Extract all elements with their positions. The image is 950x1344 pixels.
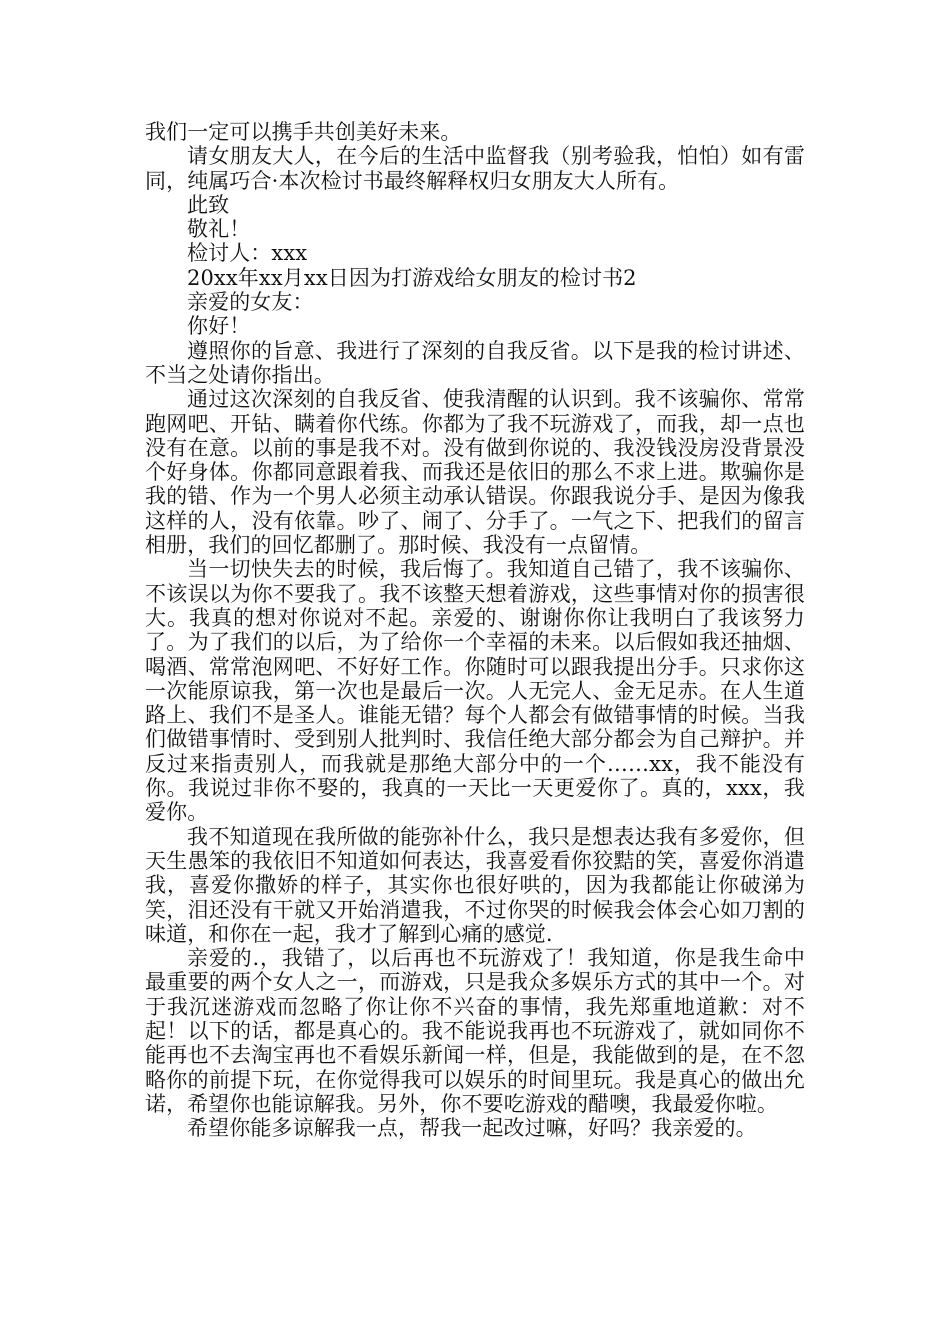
signature-line: 检讨人：xxx xyxy=(187,241,308,266)
section-heading: 20xx年xx月xx日因为打游戏给女朋友的检讨书2 xyxy=(187,265,637,290)
paragraph-reflection: 通过这次深刻的自我反省、使我清醒的认识到。我不该骗你、常常跑网吧、开钻、瞒着你代练。你都为了我不玩游戏了，而我，却一点也没有在意。以前的事是我不对。没有做到你说的、我没钱没房没背景没个好身体。你都同意跟着我、而我还是依旧的那么不求上进。欺骗你是我的错、作为一个男人必须主动承认错误。你跟我说分手、是因为像我这样的人，没有依靠。吵了、闹了、分手了。一气之下、把我们的留言相册，我们的回忆都删了。那时候、我没有一点留情。 xyxy=(145,387,805,558)
salutation-cizhi: 此致 xyxy=(187,192,230,217)
greeting-recipient: 亲爱的女友： xyxy=(187,290,314,315)
paragraph-intro: 遵照你的旨意、我进行了深刻的自我反省。以下是我的检讨讲述、不当之处请你指出。 xyxy=(145,338,805,387)
paragraph-love: 我不知道现在我所做的能弥补什么，我只是想表达我有多爱你，但天生愚笨的我依旧不知道如何表达，我喜爱看你狡黠的笑，喜爱你消遣我，喜爱你撒娇的样子，其实你也很好哄的，因为我都能让你破涕为笑，泪还没有干就又开始消遣我，不过你哭的时候我会体会心如刀割的味道，和你在一起，我才了解到心痛的感觉. xyxy=(145,824,805,946)
paragraph-closing-line: 我们一定可以携手共创美好未来。 xyxy=(145,120,462,144)
paragraph-regret: 当一切快失去的时候，我后悔了。我知道自己错了，我不该骗你、不该误以为你不要我了。我不该整天想着游戏，这些事情对你的损害很大。我真的想对你说对不起。亲爱的、谢谢你你让我明白了我该努力了。为了我们的以后，为了给你一个幸福的未来。以后假如我还抽烟、喝酒、常常泡网吧、不好好工作。你随时可以跟我提出分手。只求你这一次能原谅我，第一次也是最后一次。人无完人、金无足赤。在人生道路上、我们不是圣人。谁能无错？每个人都会有做错事情的时候。当我们做错事情时、受到别人批判时、我信任绝大部分都会为自己辩护。并反过来指责别人，而我就是那绝大部分中的一个……xx，我不能没有你。我说过非你不娶的，我真的一天比一天更爱你了。真的，xxx，我爱你。 xyxy=(145,557,805,825)
paragraph-apology: 亲爱的.，我错了，以后再也不玩游戏了！我知道，你是我生命中最重要的两个女人之一，而游戏，只是我众多娱乐方式的其中一个。对于我沉迷游戏而忽略了你让你不兴奋的事情，我先郑重地道歉：对不起！以下的话，都是真心的。我不能说我再也不玩游戏了，就如同你不能再也不去淘宝再也不看娱乐新闻一样，但是，我能做到的是，在不忽略你的前提下玩，在你觉得我可以娱乐的时间里玩。我是真心的做出允诺，希望你也能谅解我。另外，你不要吃游戏的醋噢，我最爱你啦。 xyxy=(145,946,805,1116)
document-body xyxy=(145,120,805,1140)
paragraph-final-plea: 希望你能多谅解我一点，帮我一起改过嘛，好吗？我亲爱的。 xyxy=(187,1116,757,1141)
salutation-jingli: 敬礼！ xyxy=(187,217,251,242)
paragraph-request: 请女朋友大人，在今后的生活中监督我（别考验我，怕怕）如有雷同，纯属巧合·本次检讨书最终解释权归女朋友大人所有。 xyxy=(145,144,805,193)
greeting-hello: 你好！ xyxy=(187,314,251,339)
